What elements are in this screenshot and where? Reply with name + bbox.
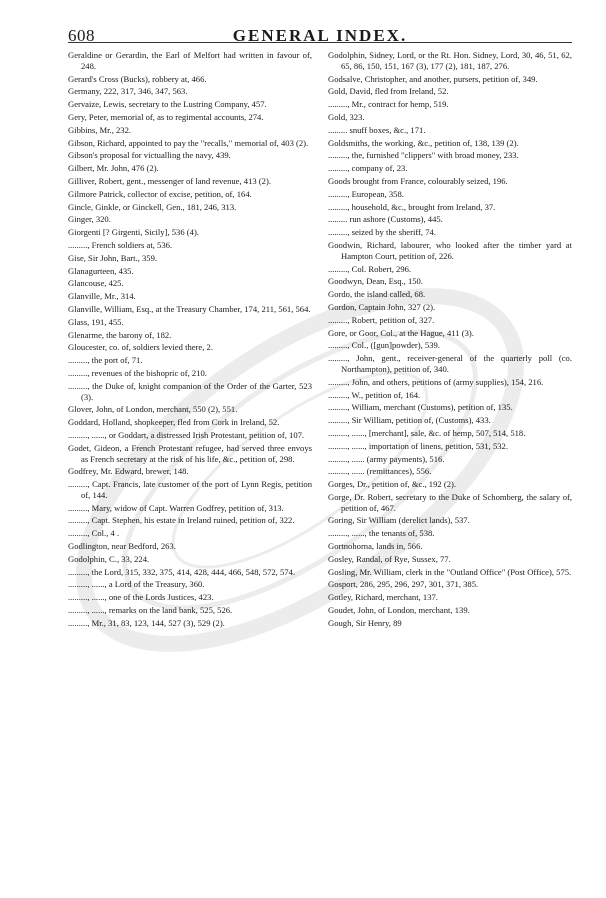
index-entry: Glover, John, of London, merchant, 550 (2), 551. bbox=[68, 404, 238, 415]
index-entry: ........., ......, a Lord of the Treasury, 360. bbox=[68, 579, 205, 590]
left-column bbox=[68, 50, 312, 888]
index-entry: ........., John, and others, petitions of (army supplies), 154, 216. bbox=[328, 376, 544, 387]
index-entry: Gordo, the island called, 68. bbox=[328, 289, 426, 300]
index-entry: ........., seized by the sheriff, 74. bbox=[328, 227, 436, 238]
index-entry: Goddard, Holland, shopkeeper, fled from Cork in Ireland, 52. bbox=[68, 417, 280, 428]
index-entry: Gibson's proposal for victualling the navy, 439. bbox=[68, 150, 231, 161]
index-entry: Gise, Sir John, Bart., 359. bbox=[68, 252, 158, 263]
index-entry: ........., Capt. Stephen, his estate in Ireland ruined, petition of, 322. bbox=[68, 515, 295, 526]
index-entry: Gosling, Mr. William, clerk in the "Outland Office" (Post Office), 575. bbox=[328, 566, 572, 577]
index-entry: ........., ......, importation of linens, petition, 531, 532. bbox=[328, 440, 508, 451]
index-entry: Goudet, John, of London, merchant, 139. bbox=[328, 605, 470, 616]
index-entry: Godfrey, Mr. Edward, brewer, 148. bbox=[68, 466, 189, 477]
index-entry: Gilliver, Robert, gent., messenger of land revenue, 413 (2). bbox=[68, 175, 271, 186]
page-number: 608 bbox=[68, 26, 95, 45]
right-column bbox=[328, 50, 572, 888]
index-entry: Godet, Gideon, a French Protestant refugee, had served three envoys as French secretary at the risk of his life, &c., petition of, 298. bbox=[68, 442, 312, 464]
index-entry: ........., Mr., 31, 83, 123, 144, 527 (3), 529 (2). bbox=[68, 617, 225, 628]
index-entry: Glanville, Mr., 314. bbox=[68, 291, 136, 302]
index-entry: Glanville, William, Esq., at the Treasury Chamber, 174, 211, 561, 564. bbox=[68, 303, 311, 314]
index-entry: Gincle, Ginkle, or Ginckell, Gen., 181, 246, 313. bbox=[68, 201, 237, 212]
index-entry: Gorges, Dr., petition of, &c., 192 (2). bbox=[328, 479, 457, 490]
index-entry: ........., household, &c., brought from Ireland, 37. bbox=[328, 201, 496, 212]
index-entry: Gilmore Patrick, collector of excise, petition, of, 164. bbox=[68, 188, 252, 199]
index-entry: ........., the port of, 71. bbox=[68, 355, 143, 366]
index-entry: Gold, 323. bbox=[328, 111, 365, 122]
index-entry: ........., Robert, petition of, 327. bbox=[328, 314, 435, 325]
index-entry: ......... run ashore (Customs), 445. bbox=[328, 214, 443, 225]
index-entry: Glancouse, 425. bbox=[68, 278, 124, 289]
index-entry: Geraldine or Gerardin, the Earl of Melfort had written in favour of, 248. bbox=[68, 50, 312, 71]
index-entry: Gilbert, Mr. John, 476 (2). bbox=[68, 163, 159, 174]
index-entry: Ginger, 320. bbox=[68, 214, 111, 225]
index-entry: ........., ......, one of the Lords Justices, 423. bbox=[68, 592, 214, 603]
index-entry: ........., Capt. Francis, late customer of the port of Lynn Regis, petition of, 144. bbox=[68, 479, 312, 500]
index-entry: ........., Col., 4 . bbox=[68, 528, 120, 539]
index-entry: Germany, 222, 317, 346, 347, 563. bbox=[68, 86, 188, 97]
index-entry: Gerard's Cross (Bucks), robbery at, 466. bbox=[68, 73, 207, 84]
index-entry: Goldsmiths, the working, &c., petition of, 138, 139 (2). bbox=[328, 137, 519, 148]
index-entry: Gold, David, fled from Ireland, 52. bbox=[328, 86, 449, 97]
index-entry: ........., the Duke of, knight companion of the Order of the Garter, 523 (3). bbox=[68, 380, 312, 402]
index-entry: ........., ......, or Goddart, a distressed Irish Protestant, petition of, 107. bbox=[68, 429, 305, 440]
index-entry: ........., French soldiers at, 536. bbox=[68, 239, 173, 250]
index-entry: Gervaize, Lewis, secretary to the Lustring Company, 457. bbox=[68, 99, 267, 110]
index-entry: Goodwyn, Dean, Esq., 150. bbox=[328, 276, 423, 287]
index-entry: ........., Col. Robert, 296. bbox=[328, 263, 412, 274]
index-entry: Gery, Peter, memorial of, as to regimental accounts, 274. bbox=[68, 111, 264, 122]
index-entry: Glanagurteen, 435. bbox=[68, 265, 134, 276]
index-entry: ........., John, gent., receiver-general of the quarterly poll (co. Northampton), petition of, 340. bbox=[328, 353, 572, 374]
index-entry: ........., the Lord, 315, 332, 375, 414, 428, 444, 466, 548, 572, 574. bbox=[68, 566, 296, 577]
index-entry: ........., ......, remarks on the land bank, 525, 526. bbox=[68, 605, 233, 616]
index-entry: Gibbins, Mr., 232. bbox=[68, 124, 132, 135]
index-entry: Gosley, Randal, of Rye, Sussex, 77. bbox=[328, 553, 451, 564]
index-entry: ........., Mr., contract for hemp, 519. bbox=[328, 99, 449, 110]
index-entry: ........., Col., ([gun]powder), 539. bbox=[328, 340, 440, 351]
index-entry: ........., W., petition of, 164. bbox=[328, 389, 421, 400]
index-entry: Goring, Sir William (derelict lands), 537. bbox=[328, 515, 470, 526]
page-title: GENERAL INDEX. bbox=[232, 26, 408, 45]
header-rule bbox=[68, 42, 572, 43]
index-entry: ......... snuff boxes, &c., 171. bbox=[328, 124, 426, 135]
index-entry: Goods brought from France, colourably seized, 196. bbox=[328, 175, 508, 186]
index-entry: Glass, 191, 455. bbox=[68, 316, 124, 327]
index-entry: Godsalve, Christopher, and another, pursers, petition of, 349. bbox=[328, 73, 538, 84]
index-entry: ........., Sir William, petition of, (Customs), 433. bbox=[328, 415, 491, 426]
index-entry: Gordon, Captain John, 327 (2). bbox=[328, 301, 436, 312]
page-header bbox=[68, 20, 572, 50]
index-entry: Glenarme, the barony of, 182. bbox=[68, 329, 172, 340]
index-entry: Godlington, near Bedford, 263. bbox=[68, 541, 176, 552]
index-entry: Gosport, 286, 295, 296, 297, 301, 371, 385. bbox=[328, 579, 479, 590]
index-entry: ........., Mary, widow of Capt. Warren Godfrey, petition of, 313. bbox=[68, 502, 284, 513]
index-entry: Gotley, Richard, merchant, 137. bbox=[328, 592, 438, 603]
index-entry: Godolphin, C., 33, 224. bbox=[68, 553, 150, 564]
index-entry: ........., ...... (army payments), 516. bbox=[328, 453, 445, 464]
index-entry: ........., William, merchant (Customs), petition of, 135. bbox=[328, 402, 513, 413]
index-entry: Gore, or Goor, Col., at the Hague, 411 (3). bbox=[328, 327, 474, 338]
index-entry: Gloucester, co. of, soldiers levied there, 2. bbox=[68, 342, 213, 353]
index-entry: Gorge, Dr. Robert, secretary to the Duke of Schomberg, the salary of, petition of, 467. bbox=[328, 491, 572, 513]
index-entry: Giorgenti [? Girgenti, Sicily], 536 (4). bbox=[68, 227, 199, 238]
index-entry: ........., company of, 23. bbox=[328, 163, 408, 174]
index-entry: ........., the, furnished "clippers" with broad money, 233. bbox=[328, 150, 519, 161]
index-entry: Goodwin, Richard, labourer, who looked after the timber yard at Hampton Court, petition of, 226. bbox=[328, 239, 572, 261]
index-entry: Gortnohorna, lands in, 566. bbox=[328, 541, 423, 552]
index-entry: ........., European, 358. bbox=[328, 188, 404, 199]
index-entry: Godolphin, Sidney, Lord, or the Rt. Hon. Sidney, Lord, 30, 46, 51, 62, 65, 86, 150, 151, 167 (3), 177 (2), 181, 187, 276. bbox=[328, 50, 572, 71]
index-entry: Gibson, Richard, appointed to pay the "recalls," memorial of, 403 (2). bbox=[68, 137, 309, 148]
index-columns bbox=[68, 50, 572, 888]
index-entry: Gough, Sir Henry, 89 bbox=[328, 617, 402, 628]
index-entry: ........., revenues of the bishopric of, 210. bbox=[68, 367, 207, 378]
index-entry: ........., ......, [merchant], sale, &c. of hemp, 507, 514, 518. bbox=[328, 427, 526, 438]
index-entry: ........., ......, the tenants of, 538. bbox=[328, 528, 435, 539]
index-entry: ........., ...... (remittances), 556. bbox=[328, 466, 432, 477]
